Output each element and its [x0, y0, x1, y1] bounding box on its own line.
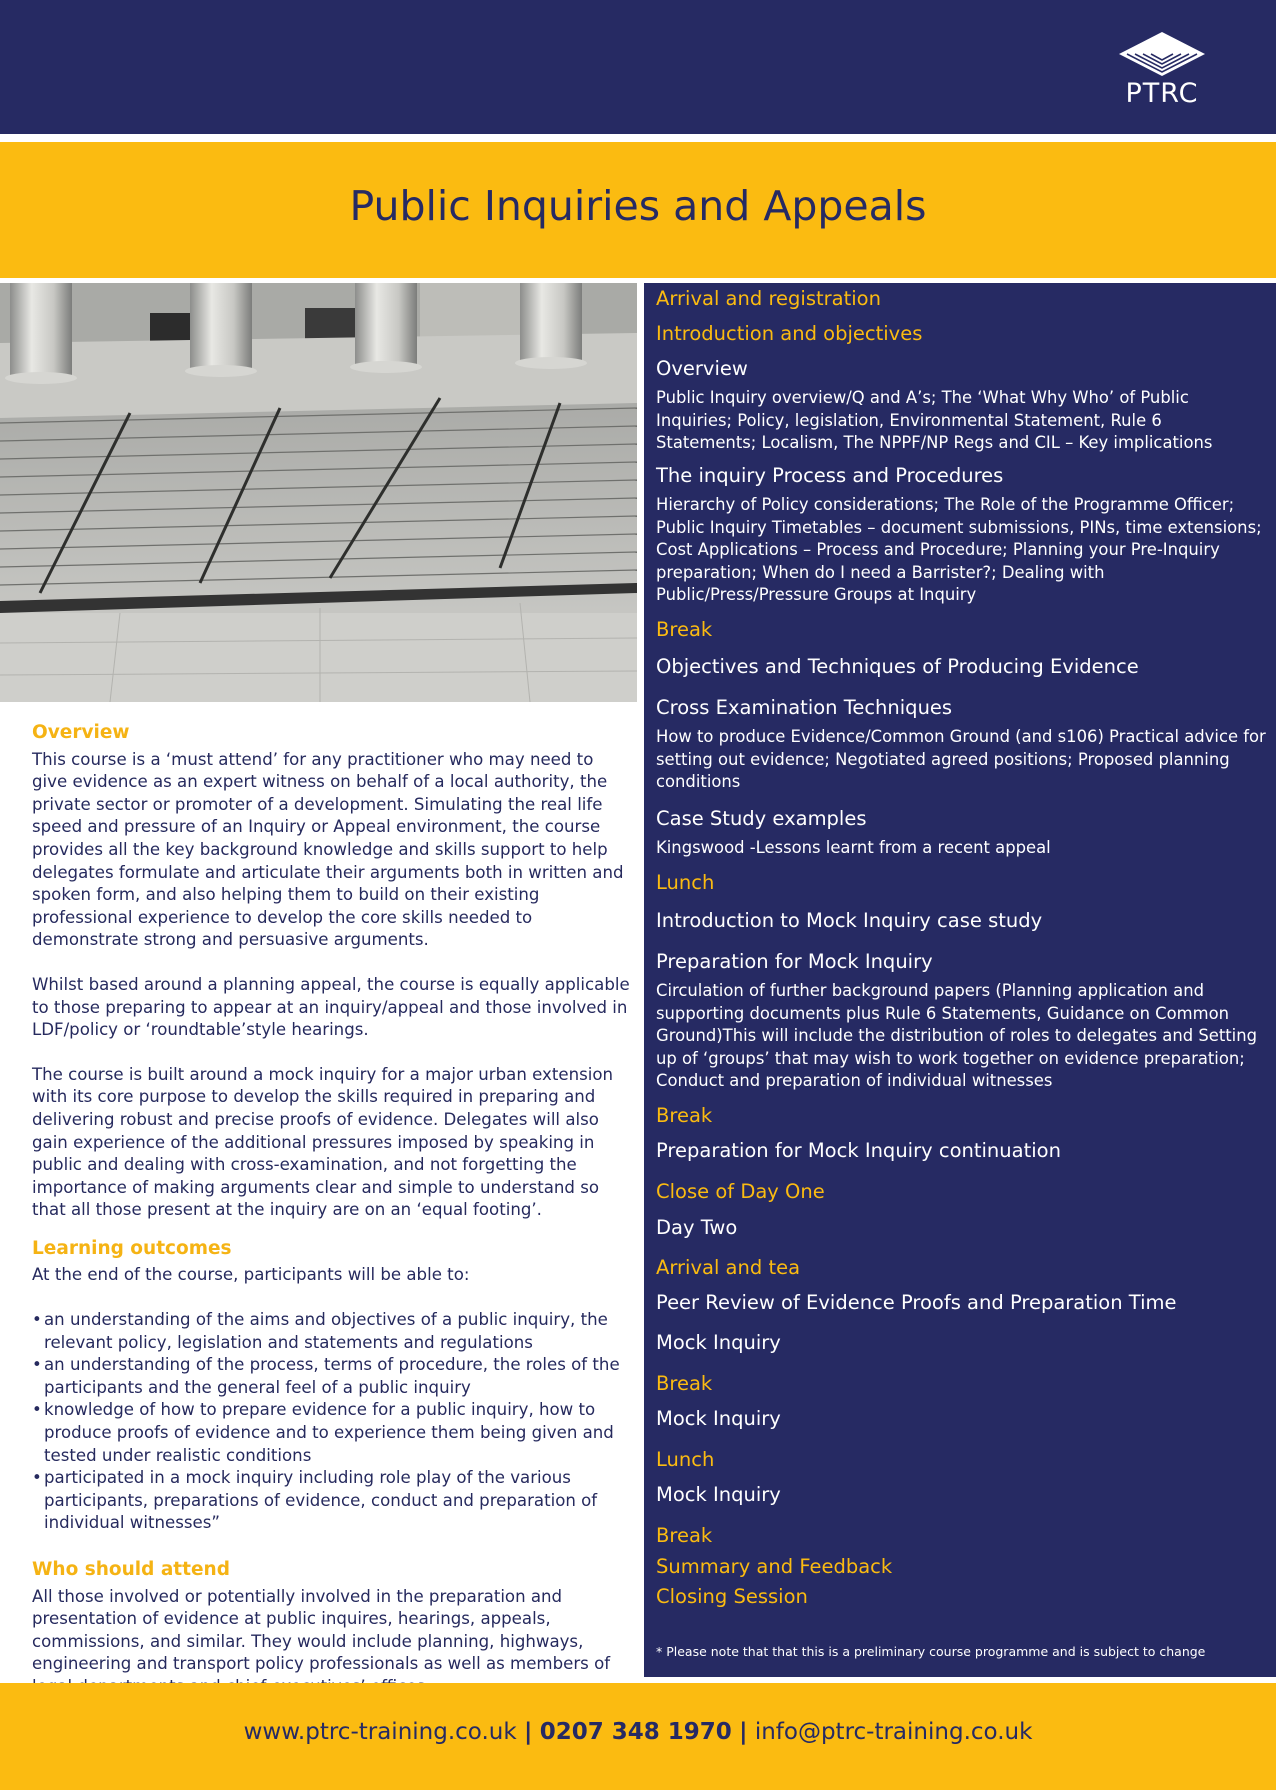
programme-panel: [644, 283, 1276, 1677]
agenda-item: How to produce Evidence/Common Ground (and s106) Practical advice for setting out evidence; Negotiated agreed positions; Proposed planning conditions: [656, 727, 1266, 792]
agenda-item: Preparation for Mock Inquiry continuation: [656, 1139, 1061, 1162]
agenda-item: The inquiry Process and Procedures: [656, 464, 1004, 487]
separator: |: [739, 1719, 748, 1745]
page-title: Public Inquiries and Appeals: [349, 182, 927, 230]
website-link[interactable]: www.ptrc-training.co.uk: [243, 1719, 517, 1745]
courthouse-steps-image: [0, 283, 637, 702]
agenda-item: Objectives and Techniques of Producing Evidence: [656, 655, 1139, 678]
list-item: • knowledge of how to prepare evidence for a public inquiry, how to produce proofs of evidence and to experience them being given and tested under realistic conditions: [32, 1399, 630, 1467]
overview-paragraph-3: The course is built around a mock inquiry for a major urban extension with its core purpose to develop the skills required in preparing and delivering robust and precise proofs of evidence. Delegates will also gain experience of the additional pressures imposed by speaking in public and dealing with cross-examination, and not forgetting the importance of making arguments clear and simple to understand so that all those present at the inquiry are on an ‘equal footing’.: [32, 1064, 614, 1220]
agenda-item: Mock Inquiry: [656, 1331, 781, 1354]
agenda-item: Day Two: [656, 1216, 738, 1239]
email-link[interactable]: info@ptrc-training.co.uk: [754, 1719, 1033, 1745]
agenda-item: Break: [656, 1524, 713, 1547]
agenda-item: Mock Inquiry: [656, 1407, 781, 1430]
list-item: • participated in a mock inquiry including role play of the various participants, preparations of evidence, conduct and preparation of individual witnesses”: [32, 1467, 630, 1535]
agenda-item: Public Inquiry overview/Q and A’s; The ‘What Why Who’ of Public Inquiries; Policy, legislation, Environmental Statement, Rule 6 Statements; Localism, The NPPF/NP Regs and CIL – Key implications: [656, 388, 1213, 453]
header-bar: [0, 0, 1276, 134]
logo-text: PTRC: [1125, 78, 1199, 109]
list-item: • an understanding of the process, terms of procedure, the roles of the participants and the general feel of a public inquiry: [32, 1354, 630, 1399]
courthouse-steps-photo: [0, 283, 637, 702]
agenda-item: Break: [656, 618, 713, 641]
agenda-item: Close of Day One: [656, 1180, 825, 1203]
agenda-item: Lunch: [656, 871, 715, 894]
learning-outcomes-heading: Learning outcomes: [32, 1237, 232, 1259]
agenda-item: Break: [656, 1372, 713, 1395]
agenda-item: Introduction and objectives: [656, 322, 923, 345]
contact-line: [0, 1719, 1276, 1745]
course-description: [32, 722, 630, 1721]
agenda-item: Overview: [656, 357, 748, 380]
agenda-item: Mock Inquiry: [656, 1483, 781, 1506]
agenda-item: Preparation for Mock Inquiry: [656, 950, 933, 973]
footer-bar: [0, 1683, 1276, 1790]
ptrc-logo: [1116, 30, 1208, 109]
agenda-item: Break: [656, 1104, 713, 1127]
separator: |: [524, 1719, 533, 1745]
title-banner: [0, 142, 1276, 278]
overview-paragraph-2: Whilst based around a planning appeal, the course is equally applicable to those preparing to appear at an inquiry/appeal and those involved in LDF/policy or ‘roundtable’style hearings.: [32, 974, 630, 1040]
agenda-item: Cross Examination Techniques: [656, 696, 953, 719]
agenda-item: Introduction to Mock Inquiry case study: [656, 909, 1043, 932]
agenda-item: Arrival and tea: [656, 1256, 801, 1279]
overview-heading: Overview: [32, 722, 130, 743]
agenda-item: Case Study examples: [656, 807, 867, 830]
agenda-item: Closing Session: [656, 1585, 808, 1608]
who-should-attend-heading: Who should attend: [32, 1559, 230, 1580]
overview-paragraph-1: This course is a ‘must attend’ for any practitioner who may need to give evidence as an expert witness on behalf of a local authority, the private sector or promoter of a development. Simulating the real life speed and pressure of an Inquiry or Appeal environment, the course provides all the key background knowledge and skills support to help delegates formulate and articulate their arguments both in written and spoken form, and also helping them to build on their existing professional experience to develop the core skills needed to demonstrate strong and persuasive arguments.: [32, 749, 624, 950]
agenda-item: Arrival and registration: [656, 287, 881, 310]
agenda-item: Circulation of further background papers (Planning application and supporting documents plus Rule 6 Statements, Guidance on Common Ground)This will include the distribution of roles to delegates and Setting up of ‘groups’ that may wish to work together on evidence preparation; Conduct and preparation of individual witnesses: [656, 981, 1258, 1091]
agenda-item: Kingswood -Lessons learnt from a recent appeal: [656, 838, 1051, 857]
agenda-item: Hierarchy of Policy considerations; The Role of the Programme Officer; Public Inquiry Timetables – document submissions, PINs, time extensions; Cost Applications – Process and Procedure; Planning your Pre-Inquiry preparation; When do I need a Barrister?; Dealing with Public/Press/Pressure Groups at Inquiry: [656, 495, 1262, 605]
who-should-attend-text: All those involved or potentially involved in the preparation and presentation of evidence at public inquires, hearings, appeals, commissions, and similar. They would include planning, highways, engineering and transport policy professionals as well as members of: [32, 1586, 611, 1674]
list-item: • an understanding of the aims and objectives of a public inquiry, the relevant policy, legislation and statements and regulations: [32, 1309, 630, 1354]
outcomes-intro: At the end of the course, participants will be able to:: [32, 1265, 470, 1285]
phone-number[interactable]: 0207 348 1970: [539, 1719, 732, 1745]
programme-note: * Please note that that this is a preliminary course programme and is subject to change: [656, 1644, 1206, 1659]
agenda-item: Summary and Feedback: [656, 1555, 893, 1578]
outcomes-list: [32, 1309, 630, 1535]
ptrc-pyramid-icon: [1117, 30, 1207, 76]
agenda-item: Lunch: [656, 1448, 715, 1471]
agenda-item: Peer Review of Evidence Proofs and Preparation Time: [656, 1291, 1177, 1314]
